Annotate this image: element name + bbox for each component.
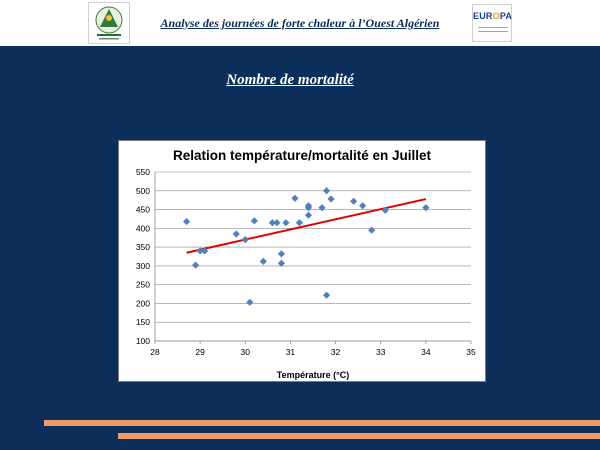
decorative-bar-top [44, 420, 600, 426]
data-point [282, 219, 289, 226]
header-title: Analyse des journées de forte chaleur à l’Ouest Algérien [160, 16, 440, 30]
page-title: Nombre de mortalité [226, 72, 354, 88]
data-points [183, 187, 429, 306]
x-axis-ticks [150, 347, 476, 357]
y-tick-label: 400 [135, 223, 150, 234]
data-point [246, 299, 253, 306]
x-tick-label: 33 [375, 347, 386, 357]
y-axis-ticks [136, 167, 150, 346]
cresta-logo [88, 2, 130, 44]
header-bar [0, 0, 600, 46]
y-tick-label: 100 [135, 336, 150, 346]
x-tick-label: 35 [466, 347, 476, 357]
data-point [296, 219, 303, 226]
scatter-chart [119, 141, 485, 381]
logo-line [478, 27, 508, 28]
data-point [350, 198, 357, 205]
x-tick-label: 34 [421, 347, 431, 357]
data-point [323, 187, 330, 194]
data-point [273, 219, 280, 226]
cresta-logo-icon [89, 3, 129, 43]
y-tick-label: 300 [135, 260, 150, 271]
data-point [323, 292, 330, 299]
chart-title: Relation température/mortalité en Juillet [172, 148, 432, 163]
logo-line [478, 31, 508, 32]
chart-grid [155, 172, 471, 341]
europa-logo [472, 4, 512, 42]
y-tick-label: 450 [135, 204, 150, 215]
x-tick-label: 28 [150, 347, 160, 357]
data-point [368, 227, 375, 234]
data-point [233, 230, 240, 237]
data-point [278, 250, 285, 257]
chart-container [118, 140, 486, 382]
data-point [260, 258, 267, 265]
y-tick-label: 150 [135, 317, 150, 328]
data-point [318, 204, 325, 211]
x-tick-label: 31 [285, 347, 296, 357]
europa-logo-icon: EUROPA [473, 11, 513, 21]
chart-axes [155, 172, 471, 344]
x-tick-label: 30 [240, 347, 251, 357]
data-point [242, 236, 249, 243]
y-tick-label: 550 [135, 167, 150, 177]
data-point [422, 204, 429, 211]
data-point [183, 218, 190, 225]
data-point [251, 217, 258, 224]
x-tick-label: 29 [195, 347, 205, 357]
y-tick-label: 200 [135, 298, 150, 309]
data-point [291, 195, 298, 202]
decorative-bar-bottom [118, 433, 600, 439]
data-point [359, 202, 366, 209]
data-point [327, 195, 334, 202]
y-tick-label: 500 [135, 185, 150, 196]
data-point [192, 262, 199, 269]
data-point [305, 212, 312, 219]
y-tick-label: 350 [135, 242, 150, 253]
x-tick-label: 32 [330, 347, 341, 357]
x-axis-label: Température (°C) [276, 370, 350, 380]
y-tick-label: 250 [135, 279, 150, 290]
